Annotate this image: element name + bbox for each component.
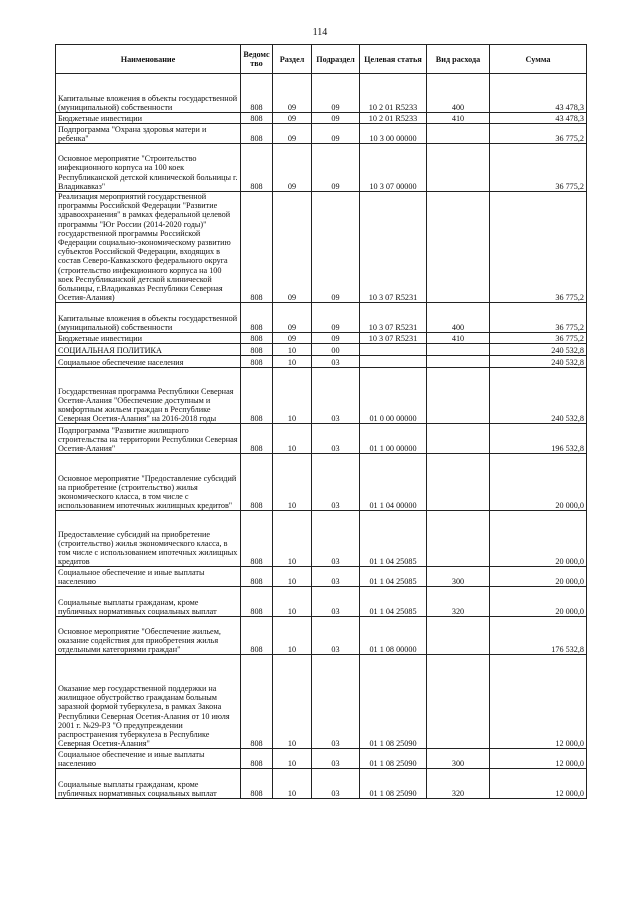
row-name: Капитальные вложения в объекты государственной (муниципальной) собственности bbox=[56, 303, 241, 333]
row-department: 808 bbox=[241, 655, 273, 749]
row-expense-type bbox=[427, 454, 490, 511]
row-expense-type bbox=[427, 424, 490, 454]
row-name: Основное мероприятие "Обеспечение жильем, оказание содействия для приобретения жилья отдельными категориями граждан" bbox=[56, 617, 241, 655]
row-section: 09 bbox=[273, 192, 312, 303]
row-amount: 12 000,0 bbox=[490, 769, 587, 799]
row-expense-type: 400 bbox=[427, 74, 490, 113]
table-row bbox=[56, 144, 587, 192]
row-section: 09 bbox=[273, 124, 312, 144]
table-header-row bbox=[56, 45, 587, 74]
row-department: 808 bbox=[241, 356, 273, 368]
row-name: Социальное обеспечение населения bbox=[56, 356, 241, 368]
row-subsection: 03 bbox=[312, 567, 360, 587]
row-target-article: 01 1 08 25090 bbox=[360, 749, 427, 769]
row-expense-type bbox=[427, 192, 490, 303]
row-subsection: 03 bbox=[312, 769, 360, 799]
row-name: Предоставление субсидий на приобретение (строительство) жилья экономического класса, в том числе с использованием ипотечных жилищных кредитов bbox=[56, 511, 241, 567]
row-subsection: 03 bbox=[312, 617, 360, 655]
row-target-article: 10 3 07 R5231 bbox=[360, 303, 427, 333]
row-subsection: 09 bbox=[312, 333, 360, 344]
row-target-article: 10 3 07 R5231 bbox=[360, 333, 427, 344]
row-subsection: 03 bbox=[312, 356, 360, 368]
table-row bbox=[56, 511, 587, 567]
row-section: 09 bbox=[273, 333, 312, 344]
row-target-article: 01 1 04 00000 bbox=[360, 454, 427, 511]
row-section: 10 bbox=[273, 344, 312, 356]
row-department: 808 bbox=[241, 303, 273, 333]
row-section: 10 bbox=[273, 368, 312, 424]
row-subsection: 00 bbox=[312, 344, 360, 356]
row-name: Основное мероприятие "Строительство инфекционного корпуса на 100 коек Республиканской детской клинической больницы г. Владикавказ" bbox=[56, 144, 241, 192]
row-name: Социальное обеспечение и иные выплаты населению bbox=[56, 567, 241, 587]
row-department: 808 bbox=[241, 567, 273, 587]
row-amount: 12 000,0 bbox=[490, 749, 587, 769]
row-amount: 20 000,0 bbox=[490, 587, 587, 617]
row-expense-type bbox=[427, 368, 490, 424]
row-target-article: 10 2 01 R5233 bbox=[360, 74, 427, 113]
row-section: 10 bbox=[273, 454, 312, 511]
row-department: 808 bbox=[241, 144, 273, 192]
row-amount: 36 775,2 bbox=[490, 124, 587, 144]
row-subsection: 09 bbox=[312, 192, 360, 303]
row-expense-type bbox=[427, 655, 490, 749]
table-row bbox=[56, 749, 587, 769]
row-target-article: 10 3 07 00000 bbox=[360, 144, 427, 192]
row-department: 808 bbox=[241, 617, 273, 655]
row-section: 10 bbox=[273, 769, 312, 799]
row-name: Подпрограмма "Охрана здоровья матери и ребенка" bbox=[56, 124, 241, 144]
row-target-article: 10 3 07 R5231 bbox=[360, 192, 427, 303]
header-section: Раздел bbox=[273, 45, 312, 74]
row-name: Бюджетные инвестиции bbox=[56, 333, 241, 344]
table-row bbox=[56, 303, 587, 333]
row-department: 808 bbox=[241, 124, 273, 144]
header-target-article: Целевая статья bbox=[360, 45, 427, 74]
row-department: 808 bbox=[241, 192, 273, 303]
row-name: Социальные выплаты гражданам, кроме публичных нормативных социальных выплат bbox=[56, 769, 241, 799]
row-name: Реализация мероприятий государственной программы Российской Федерации "Развитие здравоохранения" в рамках федеральной целевой программы "Юг России (2014-2020 годы)" государственной программы Российской Федерации социально-экономическому развитию субъектов Российской Федерации, входящих в состав Северо-Кавказского федерального округа (строительство инфекционного корпуса на 100 коек Республиканской детской клинической больницы, г.Владикавказ Республики Северная Осетия-Алания) bbox=[56, 192, 241, 303]
table-row bbox=[56, 769, 587, 799]
row-target-article: 01 1 08 25090 bbox=[360, 769, 427, 799]
row-subsection: 03 bbox=[312, 587, 360, 617]
table-row bbox=[56, 368, 587, 424]
row-name: Социальное обеспечение и иные выплаты населению bbox=[56, 749, 241, 769]
table-row bbox=[56, 587, 587, 617]
row-amount: 12 000,0 bbox=[490, 655, 587, 749]
table-row bbox=[56, 424, 587, 454]
row-name: Основное мероприятие "Предоставление субсидий на приобретение (строительство) жилья экономического класса, в том числе с использованием ипотечных жилищных кредитов" bbox=[56, 454, 241, 511]
header-subsection: Подраздел bbox=[312, 45, 360, 74]
row-section: 09 bbox=[273, 113, 312, 124]
row-subsection: 09 bbox=[312, 144, 360, 192]
row-section: 10 bbox=[273, 655, 312, 749]
row-expense-type: 320 bbox=[427, 769, 490, 799]
row-amount: 36 775,2 bbox=[490, 333, 587, 344]
row-subsection: 03 bbox=[312, 511, 360, 567]
row-target-article: 01 1 04 25085 bbox=[360, 511, 427, 567]
row-department: 808 bbox=[241, 113, 273, 124]
row-amount: 240 532,8 bbox=[490, 356, 587, 368]
row-expense-type bbox=[427, 144, 490, 192]
table-row bbox=[56, 356, 587, 368]
row-target-article: 01 1 08 25090 bbox=[360, 655, 427, 749]
table-row bbox=[56, 333, 587, 344]
row-department: 808 bbox=[241, 368, 273, 424]
row-amount: 20 000,0 bbox=[490, 511, 587, 567]
row-subsection: 03 bbox=[312, 454, 360, 511]
row-expense-type bbox=[427, 344, 490, 356]
row-department: 808 bbox=[241, 74, 273, 113]
row-name: Подпрограмма "Развитие жилищного строительства на территории Республики Северная Осетия-Алания" bbox=[56, 424, 241, 454]
header-amount: Сумма bbox=[490, 45, 587, 74]
row-department: 808 bbox=[241, 344, 273, 356]
row-section: 10 bbox=[273, 511, 312, 567]
row-section: 10 bbox=[273, 587, 312, 617]
row-target-article: 10 3 00 00000 bbox=[360, 124, 427, 144]
row-subsection: 03 bbox=[312, 368, 360, 424]
row-target-article: 01 1 08 00000 bbox=[360, 617, 427, 655]
row-expense-type: 410 bbox=[427, 333, 490, 344]
row-amount: 20 000,0 bbox=[490, 454, 587, 511]
row-subsection: 09 bbox=[312, 303, 360, 333]
page-number: 114 bbox=[312, 27, 328, 38]
table-row bbox=[56, 617, 587, 655]
row-amount: 36 775,2 bbox=[490, 144, 587, 192]
row-subsection: 03 bbox=[312, 655, 360, 749]
table-row bbox=[56, 113, 587, 124]
row-expense-type: 320 bbox=[427, 587, 490, 617]
table-row bbox=[56, 74, 587, 113]
row-expense-type: 300 bbox=[427, 749, 490, 769]
row-amount: 43 478,3 bbox=[490, 74, 587, 113]
row-expense-type bbox=[427, 511, 490, 567]
header-name: Наименование bbox=[56, 45, 241, 74]
row-name: Социальные выплаты гражданам, кроме публичных нормативных социальных выплат bbox=[56, 587, 241, 617]
row-expense-type: 410 bbox=[427, 113, 490, 124]
row-amount: 240 532,8 bbox=[490, 344, 587, 356]
row-section: 09 bbox=[273, 303, 312, 333]
row-name: Бюджетные инвестиции bbox=[56, 113, 241, 124]
header-department: Ведомс тво bbox=[241, 45, 273, 74]
row-target-article bbox=[360, 344, 427, 356]
row-department: 808 bbox=[241, 333, 273, 344]
row-department: 808 bbox=[241, 769, 273, 799]
row-target-article: 01 1 04 25085 bbox=[360, 567, 427, 587]
row-amount: 20 000,0 bbox=[490, 567, 587, 587]
row-department: 808 bbox=[241, 454, 273, 511]
row-target-article bbox=[360, 356, 427, 368]
row-subsection: 03 bbox=[312, 749, 360, 769]
row-section: 10 bbox=[273, 424, 312, 454]
row-amount: 196 532,8 bbox=[490, 424, 587, 454]
row-expense-type: 300 bbox=[427, 567, 490, 587]
row-amount: 36 775,2 bbox=[490, 192, 587, 303]
table-row bbox=[56, 567, 587, 587]
row-section: 09 bbox=[273, 74, 312, 113]
table-row bbox=[56, 192, 587, 303]
header-expense-type: Вид расхода bbox=[427, 45, 490, 74]
row-target-article: 10 2 01 R5233 bbox=[360, 113, 427, 124]
row-name: СОЦИАЛЬНАЯ ПОЛИТИКА bbox=[56, 344, 241, 356]
budget-table bbox=[55, 44, 587, 799]
row-section: 10 bbox=[273, 749, 312, 769]
row-subsection: 09 bbox=[312, 124, 360, 144]
row-expense-type bbox=[427, 124, 490, 144]
row-department: 808 bbox=[241, 587, 273, 617]
row-subsection: 09 bbox=[312, 113, 360, 124]
table-row bbox=[56, 655, 587, 749]
row-subsection: 03 bbox=[312, 424, 360, 454]
row-amount: 36 775,2 bbox=[490, 303, 587, 333]
row-name: Оказание мер государственной поддержки на жилищное обустройство гражданам больным заразной формой туберкулеза, в рамках Закона Республики Северная Осетия-Алания от 10 июля 2001 г. №29-РЗ "О предупреждении распространения туберкулеза в Республике Северная Осетия-Алания" bbox=[56, 655, 241, 749]
row-department: 808 bbox=[241, 511, 273, 567]
row-section: 10 bbox=[273, 356, 312, 368]
row-subsection: 09 bbox=[312, 74, 360, 113]
table-row bbox=[56, 124, 587, 144]
table-row bbox=[56, 344, 587, 356]
row-expense-type bbox=[427, 617, 490, 655]
row-amount: 176 532,8 bbox=[490, 617, 587, 655]
row-department: 808 bbox=[241, 749, 273, 769]
row-department: 808 bbox=[241, 424, 273, 454]
row-target-article: 01 1 00 00000 bbox=[360, 424, 427, 454]
row-name: Государственная программа Республики Северная Осетия-Алания "Обеспечение доступным и комфортным жильем граждан в Республике Северная Осетия-Алания" на 2016-2018 годы bbox=[56, 368, 241, 424]
row-expense-type bbox=[427, 356, 490, 368]
row-amount: 240 532,8 bbox=[490, 368, 587, 424]
row-name: Капитальные вложения в объекты государственной (муниципальной) собственности bbox=[56, 74, 241, 113]
row-target-article: 01 0 00 00000 bbox=[360, 368, 427, 424]
row-section: 10 bbox=[273, 567, 312, 587]
row-target-article: 01 1 04 25085 bbox=[360, 587, 427, 617]
row-expense-type: 400 bbox=[427, 303, 490, 333]
row-section: 09 bbox=[273, 144, 312, 192]
row-amount: 43 478,3 bbox=[490, 113, 587, 124]
row-section: 10 bbox=[273, 617, 312, 655]
table-row bbox=[56, 454, 587, 511]
